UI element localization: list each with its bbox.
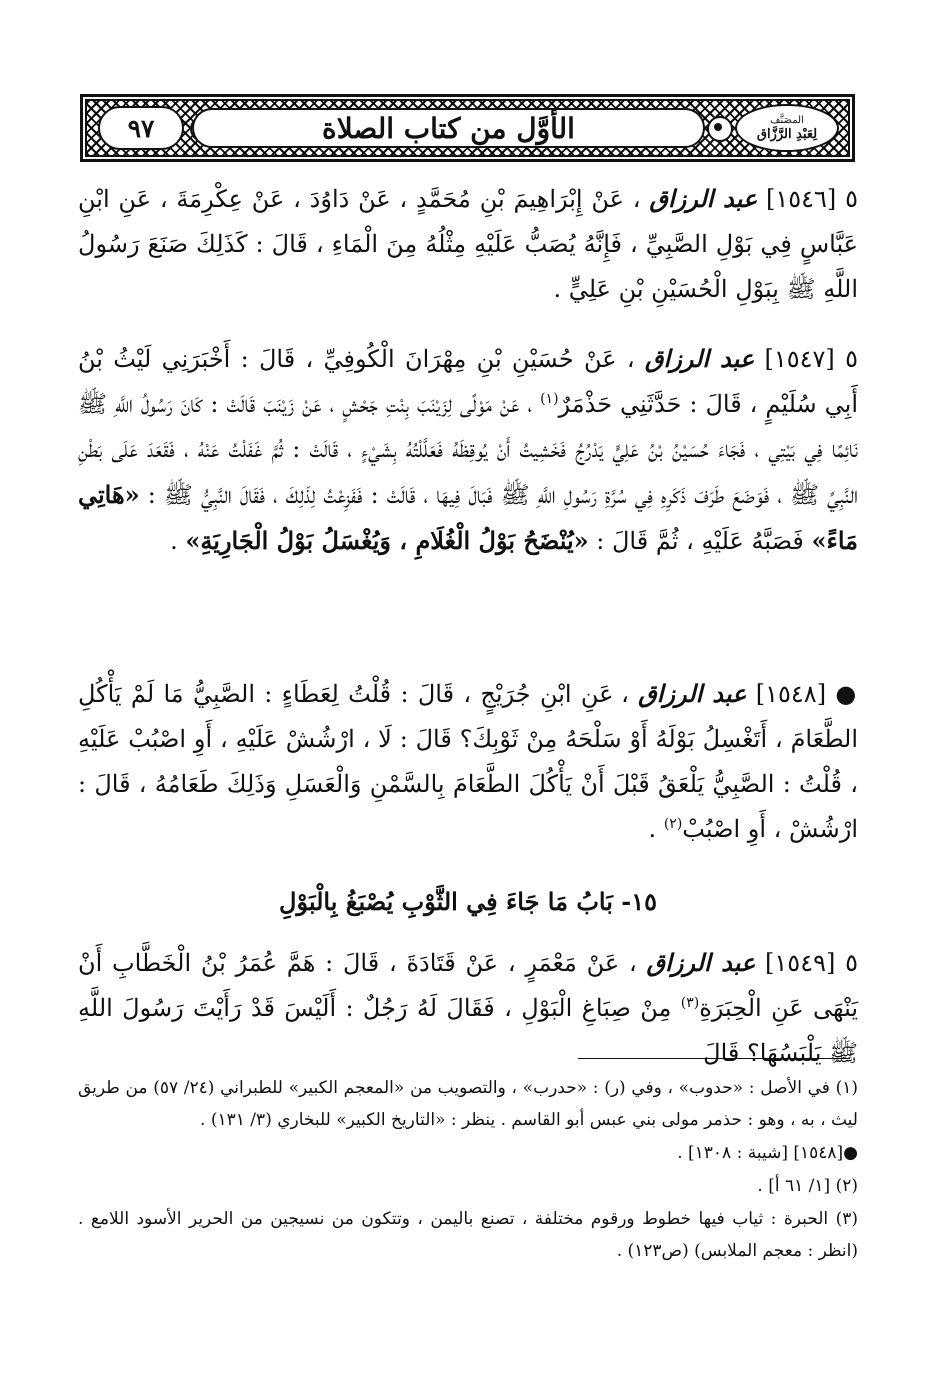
entry-author: عبد الرزاق (649, 184, 758, 213)
entry-number: [١٥٤٨] (755, 680, 827, 708)
logo-text-bottom: لِعَبْدِ الرَّزَّاق (756, 126, 818, 142)
entry-text: . (648, 815, 657, 843)
footnote: ●[١٥٤٨] [شيبة : ١٣٠٨] . (677, 1143, 858, 1163)
entry-text: ، عَنْ مَوْلًى لِزَيْنَبَ بِنْتِ جَحْشٍ ، عَنْ زَيْنَبَ قَالَتْ : كَانَ رَسُولُ اللَّهِ ﷺ نَائِمًا فِي بَيْتِي ، فَجَاءَ حُسَيْنُ بْنُ عَلِيٍّ يَدْرُجُ فَخَشِيتُ أَنْ يُوقِظَهُ فَعَلَّلْتُهُ بِشَيْءٍ ، قَالَتْ : ثُمَّ غَفَلْتُ عَنْهُ ، فَقَعَدَ عَلَى بَطْنِ النَّبِيِّ ﷺ ، فَوَضَعَ طَرَفَ ذَكَرِهِ فِي سُرَّةِ رَسُولِ اللَّهِ ﷺ فَبَالَ فِيهَا ، قَالَتْ : فَفَزِعْتُ لِذَلِكَ ، فَقَالَ النَّبِيُّ ﷺ : (78, 390, 858, 509)
footnote-divider (578, 1058, 850, 1059)
entry-author: عبد الرزاق (646, 948, 756, 977)
header-title-band (192, 108, 705, 148)
entry-number: [١٥٤٦] (765, 185, 837, 213)
entry-text: فَصَبَّهُ عَلَيْهِ ، ثُمَّ قَالَ : (596, 527, 804, 555)
entry-text: ، عَنْ حُسَيْنِ بْنِ مِهْرَانَ الْكُوفِيِّ ، قَالَ : أَخْبَرَنِي لَيْثُ بْنُ أَبِي سُلَيْمٍ ، قَالَ : حَدَّثَنِي حَذْمَرٌ (78, 345, 858, 418)
entry-text: ، عَنْ إِبْرَاهِيمَ بْنِ مُحَمَّدٍ ، عَنْ دَاوُدَ ، عَنْ عِكْرِمَةَ ، عَنِ ابْنِ عَبَّاسٍ فِي بَوْلِ الصَّبِيِّ ، فَإِنَّهُ يُصَبُّ عَلَيْهِ مِثْلُهُ مِنَ الْمَاءِ ، قَالَ : كَذَلِكَ صَنَعَ رَسُولُ اللَّهِ ﷺ بِبَوْلِ الْحُسَيْنِ بْنِ عَلِيٍّ . (78, 185, 858, 303)
entry-marker: ٥ (845, 185, 858, 213)
entry-text: . (170, 527, 178, 555)
entry-marker: ٥ (845, 949, 858, 977)
footnote-ref: (١) (540, 391, 559, 407)
hadith-entry (78, 940, 858, 1076)
prophetic-quote: «يُنْضَحُ بَوْلُ الْغُلَامِ ، وَيُغْسَلُ بَوْلُ الْجَارِيَةِ» (185, 526, 589, 555)
page-number-cartouche (98, 106, 184, 150)
main-text-continued (78, 940, 858, 1067)
hadith-entry (78, 336, 858, 564)
page-header (80, 94, 855, 162)
entry-number: [١٥٤٩] (765, 949, 836, 977)
entry-marker: ٥ (845, 345, 858, 373)
page-number: ٩٧ (127, 113, 155, 143)
footnote: (٣) الحبرة : ثياب فيها خطوط ورقوم مختلفة ، تصنع باليمن ، وتتكون من نسيجين من الحرير الأسود اللامع . (انظر : معجم الملابس) (ص١٢٣) . (78, 1209, 858, 1261)
hadith-entry (78, 176, 858, 312)
rosette-icon (707, 116, 733, 142)
footnote: (١) في الأصل : «حدوب» ، وفي (ر) : «حدرب» ، والتصويب من «المعجم الكبير» للطبراني (٢٤/ ٥٧) من طريق ليث ، به ، وهو : حذمر مولى بني عبس أبو القاسم . ينظر : «التاريخ الكبير» للبخاري (٣/ ١٣١) . (78, 1078, 858, 1130)
entry-author: عبد الرزاق (644, 344, 755, 373)
footnote-ref: (٣) (680, 995, 700, 1011)
footnote: (٢) [١/ ٦١ أ] . (757, 1176, 858, 1196)
main-text (78, 176, 858, 876)
entry-marker: ● (835, 680, 858, 708)
footnotes (78, 1072, 858, 1268)
logo-text-top: المصَنَّف (770, 114, 804, 126)
book-logo (735, 104, 839, 152)
prophetic-quote: «هَاتِي مَاءً» (78, 480, 858, 555)
entry-text: ، عَنِ ابْنِ جُرَيْجٍ ، قَالَ : قُلْتُ لِعَطَاءٍ : الصَّبِيُّ مَا لَمْ يَأْكُلِ الطَّعَامَ ، أَتَغْسِلُ بَوْلَهُ أَوْ سَلْحَهُ مِنْ ثَوْبِكَ؟ قَالَ : لَا ، ارْشُشْ عَلَيْهِ ، أَوِ اصْبُبْ عَلَيْهِ ، قُلْتُ : الصَّبِيُّ يَلْعَقُ قَبْلَ أَنْ يَأْكُلَ الطَّعَامَ بِالسَّمْنِ وَالْعَسَلِ وَذَلِكَ طَعَامُهُ ، قَالَ : ارْشُشْ ، أَوِ اصْبُبْ (78, 680, 858, 843)
entry-number: [١٥٤٧] (764, 345, 835, 373)
hadith-entry (78, 671, 858, 852)
entry-text: ، عَنْ مَعْمَرٍ ، عَنْ قَتَادَةَ ، قَالَ : هَمَّ عُمَرُ بْنُ الْخَطَّابِ أَنْ يَنْهَى عَنِ الْحِبَرَةِ (78, 949, 858, 1022)
entry-author: عبد الرزاق (638, 679, 747, 708)
footnote-ref: (٢) (663, 816, 683, 832)
chapter-heading: ١٥- بَابُ مَا جَاءَ فِي الثَّوْبِ يُصْبَغُ بِالْبَوْلِ (279, 887, 657, 916)
page-title: الأوَّل من كتاب الصلاة (322, 111, 575, 145)
entry-text: مِنْ صِبَاغِ الْبَوْلِ ، فَقَالَ لَهُ رَجُلٌ : أَلَيْسَ قَدْ رَأَيْتَ رَسُولَ اللَّهِ ﷺ يَلْبَسُهَا؟ قَالَ (78, 994, 858, 1067)
